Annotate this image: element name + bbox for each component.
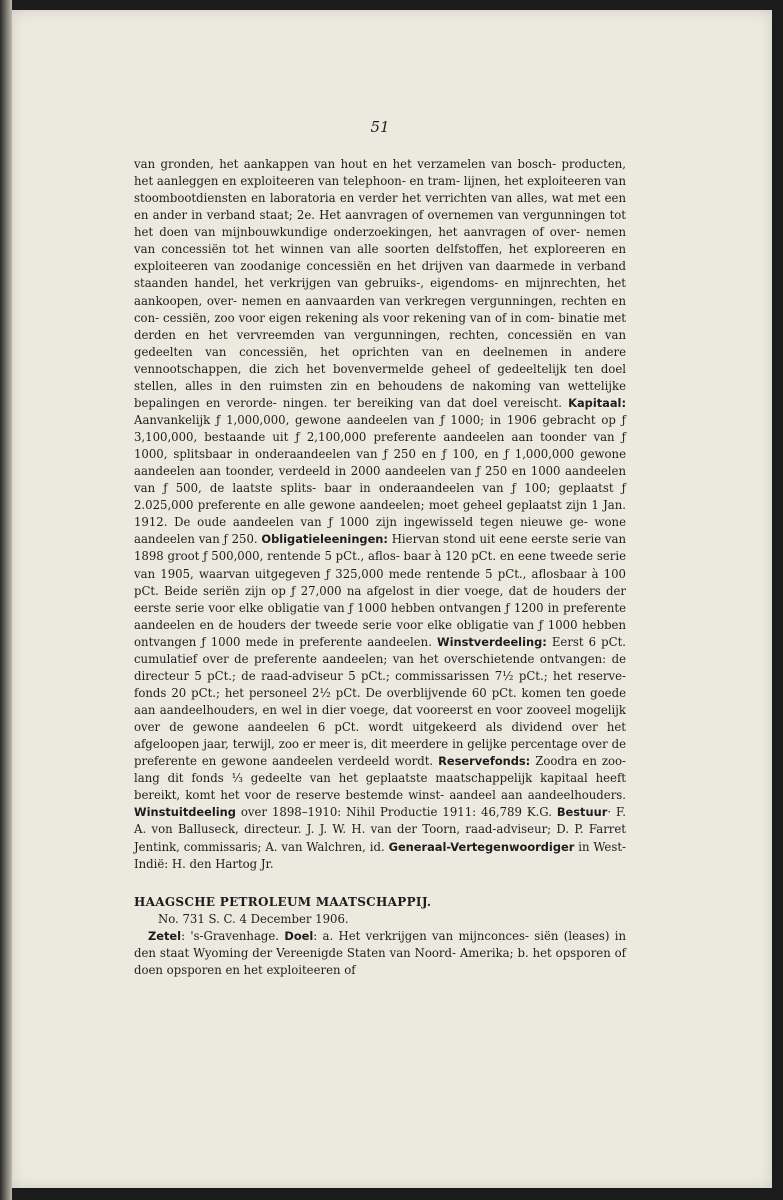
kapitaal-text: Aanvankelijk ƒ 1,000,000, gewone aandeelen van ƒ 1000; in 1906 gebracht op ƒ 3,100,000, bestaande uit ƒ 2,100,000 preferente aandeelen aan toonder van ƒ 1000, splitsbaar in onderaandeelen van ƒ 250 en ƒ 100, en ƒ 1,000,000 gewone aandeelen aan toonder, verdeeld in 2000 aandeelen van ƒ 250 en 1000 aandeelen van ƒ 500, de laatste splits- baar in onderaandeelen van ƒ 100; geplaatst ƒ 2.025,000 preferente en alle gewone aandeelen; moet geheel geplaatst zijn 1 Jan. 1912. De oude aandeelen van ƒ 1000 zijn ingewisseld tegen nieuwe ge- wone aandeelen van ƒ 250. — [134, 412, 626, 547]
reservefonds-text: Zoodra en zoo- lang dit fonds ⅓ gedeelte van het geplaatste maatschappelijk kapitaal heeft bereikt, komt het voor de reserve bestemde winst- aandeel aan aandeelhouders. — [134, 754, 626, 803]
vertegenwoordiger-label: Generaal-Vertegenwoordiger — [388, 839, 575, 854]
company-heading: HAAGSCHE PETROLEUM MAATSCHAPPIJ. — [134, 894, 432, 909]
reservefonds-label: Reservefonds: — [438, 754, 531, 769]
doel-text: : a. Het verkrijgen van mijnconces- siën (leases) in den staat Wyoming der Vereenigde Staten van Noord- Amerika; b. het opsporen of doen opsporen en het exploiteeren of — [134, 928, 627, 977]
zetel-text: : 's-Gravenhage. — [181, 928, 280, 943]
winstuitdeeling-label: Winstuitdeeling — [134, 805, 236, 820]
registration-line: No. 731 S. C. 4 December 1906. — [158, 911, 349, 926]
obligatieleeningen-text: Hiervan stond uit eene eerste serie van 1898 groot ƒ 500,000, rentende 5 pCt., aflos- baar à 120 pCt. en eene tweede serie van 1905, waarvan uitgegeven ƒ 325,000 mede rentende 5 pCt., aflosbaar à 100 pCt. Beide seriën zijn op ƒ 27,000 na afgelost in dier voege, dat de houders der eerste serie voor elke obligatie van ƒ 1000 hebben ontvangen ƒ 1200 in preferente aandeelen en de houders der tweede serie voor elke obligatie van ƒ 1000 hebben ontvangen ƒ 1000 mede in preferente aandeelen. — [134, 532, 626, 649]
zetel-doel-paragraph — [134, 928, 626, 979]
company-description-paragraph — [134, 156, 626, 873]
page-text — [134, 156, 626, 979]
doel-label: Doel — [284, 928, 314, 943]
winstuitdeeling-text: over 1898–1910: Nihil Productie 1911: 46,789 K.G. — [240, 805, 552, 820]
second-entry — [134, 928, 626, 979]
page-number: 51 — [370, 118, 390, 136]
zetel-label: Zetel — [148, 928, 182, 943]
description-text: van gronden, het aankappen van hout en het verzamelen van bosch- producten, het aanleggen en exploiteeren van telephoon- en tram- lijnen, het exploiteeren van stoombootdiensten en laboratoria en verder het verrichten van alles, wat met een en ander in verband staat; 2e. Het aanvragen of overnemen van vergunningen tot het doen van mijnbouwkundige onderzoekingen, het aanvragen of over- nemen van concessiën tot het winnen van alle soorten delfstoffen, het exploreeren en exploiteeren van zoodanige concessiën en het drijven van daarmede in verband staanden handel, het verkrijgen van gebruiks-, eigendoms- en mijnrechten, het aankoopen, over- nemen en aanvaarden van verkregen vergunningen, rechten en con- cessiën, zoo voor eigen rekening als voor rekening van of in com- binatie met derden en het vervreemden van vergunningen, rechten, concessiën en van gedeelten van concessiën, het oprichten van en deelnemen in andere vennootschappen, die zich het bovenvermelde geheel of gedeeltelijk ten doel stellen, alles in den ruimsten zin en behoudens de nakoming van wettelijke bepalingen en verorde- ningen. ter bereiking van dat doel vereischt. — [134, 157, 626, 410]
winstverdeeling-text: Eerst 6 pCt. cumulatief over de preferente aandeelen; van het overschietende ontvangen: de directeur 5 pCt.; de raad-adviseur 5 pCt.; commissarissen 7½ pCt.; het reserve- fonds 20 pCt.; het personeel 2½ pCt. De overblijvende 60 pCt. komen ten goede aan aandeelhouders, en wel in dier voege, dat vooreerst en voor zooveel mogelijk over de gewone aandeelen 6 pCt. wordt uitgekeerd als dividend over het afgeloopen jaar, terwijl, zoo er meer is, dit meerdere in gelijke percentage over de preferente en gewone aandeelen verdeeld wordt. — [134, 634, 626, 769]
winstverdeeling-label: Winstverdeeling: — [437, 634, 547, 649]
bestuur-label: Bestuur — [556, 805, 608, 820]
obligatieleeningen-label: Obligatieleeningen: — [261, 532, 388, 547]
kapitaal-label: Kapitaal: — [568, 395, 627, 410]
bestuur-text: · F. A. von Balluseck, directeur. J. J. W. H. van der Toorn, raad-adviseur; D. P. Farret Jentink, commissaris; A. van Walchren, id. — [134, 805, 626, 854]
vertegenwoordiger-text: in West-Indië: H. den Hartog Jr. — [134, 839, 626, 871]
book-spine-shadow — [0, 0, 12, 1200]
